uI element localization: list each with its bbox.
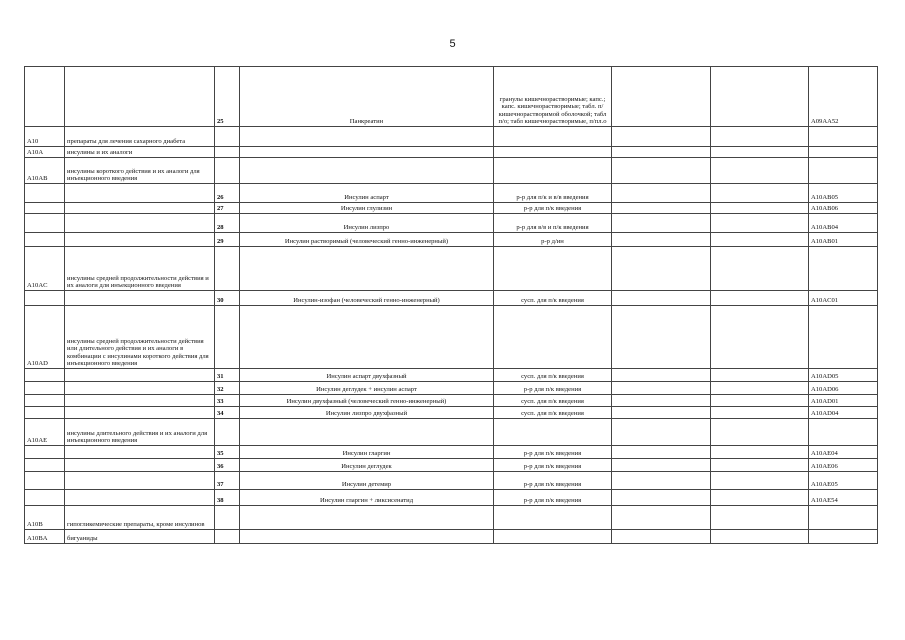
empty-cell (711, 306, 809, 369)
row-number (215, 158, 240, 184)
drug-name: Инсулин растворимый (человеческий генно-инженерный) (240, 233, 494, 247)
atc-code (809, 247, 878, 291)
atc-group-name: инсулины средней продолжительности действия или длительного действия и их аналоги в комбинации с инсулинами короткого действия для инъекционного введения (65, 306, 215, 369)
table-row (25, 233, 878, 247)
atc-group-name (65, 67, 215, 127)
empty-cell (711, 459, 809, 472)
atc-group-name (65, 203, 215, 214)
atc-group-name (65, 459, 215, 472)
atc-group-code (25, 67, 65, 127)
dosage-form: р-р для п/к введения (494, 459, 612, 472)
dosage-form (494, 419, 612, 446)
empty-cell (711, 419, 809, 446)
row-number (215, 127, 240, 147)
empty-cell (711, 472, 809, 490)
atc-code: A10AE54 (809, 490, 878, 506)
atc-group-name (65, 369, 215, 382)
row-number (215, 506, 240, 530)
dosage-form: р-р для п/к введения (494, 203, 612, 214)
row-number: 31 (215, 369, 240, 382)
empty-cell (612, 490, 711, 506)
drug-table-body (25, 67, 878, 544)
drug-table (24, 66, 878, 544)
drug-name (240, 419, 494, 446)
table-row (25, 472, 878, 490)
atc-code (809, 127, 878, 147)
dosage-form: р-р для п/к и в/в введения (494, 184, 612, 203)
atc-code: A10AC01 (809, 291, 878, 306)
empty-cell (711, 67, 809, 127)
empty-cell (711, 382, 809, 395)
dosage-form: сусп. для п/к введения (494, 291, 612, 306)
dosage-form: р-р д/ин (494, 233, 612, 247)
empty-cell (612, 247, 711, 291)
atc-group-code (25, 233, 65, 247)
dosage-form (494, 127, 612, 147)
empty-cell (612, 419, 711, 446)
atc-code: A10AD05 (809, 369, 878, 382)
empty-cell (711, 184, 809, 203)
atc-group-name (65, 291, 215, 306)
dosage-form: р-р для п/к введения (494, 490, 612, 506)
atc-group-code (25, 407, 65, 419)
atc-group-name: гипогликемические препараты, кроме инсулинов (65, 506, 215, 530)
atc-group-code (25, 459, 65, 472)
dosage-form: сусп. для п/к введения (494, 395, 612, 407)
drug-name: Панкреатин (240, 67, 494, 127)
atc-code: A10AD04 (809, 407, 878, 419)
atc-group-name: инсулины и их аналоги (65, 147, 215, 158)
empty-cell (612, 407, 711, 419)
table-row (25, 67, 878, 127)
empty-cell (711, 369, 809, 382)
atc-code: A10AB01 (809, 233, 878, 247)
table-row (25, 203, 878, 214)
dosage-form: р-р для п/к введения (494, 472, 612, 490)
atc-group-code (25, 369, 65, 382)
atc-group-name (65, 446, 215, 459)
atc-group-name: инсулины средней продолжительности действия и их аналоги для инъекционного введения (65, 247, 215, 291)
dosage-form (494, 530, 612, 544)
atc-code (809, 530, 878, 544)
drug-name (240, 147, 494, 158)
atc-code: A10AB05 (809, 184, 878, 203)
atc-group-name: бигуаниды (65, 530, 215, 544)
atc-group-name (65, 472, 215, 490)
atc-group-code: A10A (25, 147, 65, 158)
row-number: 26 (215, 184, 240, 203)
atc-code: A10AE04 (809, 446, 878, 459)
atc-group-name: инсулины длительного действия и их аналоги для инъекционного введения (65, 419, 215, 446)
dosage-form: р-р для п/к введения (494, 382, 612, 395)
empty-cell (711, 490, 809, 506)
atc-code: A09AA52 (809, 67, 878, 127)
atc-group-name (65, 407, 215, 419)
row-number: 36 (215, 459, 240, 472)
table-row (25, 395, 878, 407)
atc-group-code: A10AD (25, 306, 65, 369)
table-row (25, 530, 878, 544)
empty-cell (612, 530, 711, 544)
atc-code (809, 147, 878, 158)
atc-group-name (65, 184, 215, 203)
atc-code: A10AD06 (809, 382, 878, 395)
atc-group-code: A10B (25, 506, 65, 530)
row-number (215, 306, 240, 369)
drug-name (240, 530, 494, 544)
row-number: 30 (215, 291, 240, 306)
empty-cell (612, 233, 711, 247)
atc-group-code: A10AB (25, 158, 65, 184)
empty-cell (711, 147, 809, 158)
atc-code: A10AB04 (809, 214, 878, 233)
atc-group-name (65, 395, 215, 407)
empty-cell (612, 472, 711, 490)
empty-cell (612, 382, 711, 395)
table-row (25, 459, 878, 472)
drug-name: Инсулин двухфазный (человеческий генно-инженерный) (240, 395, 494, 407)
empty-cell (612, 506, 711, 530)
table-row (25, 506, 878, 530)
dosage-form: р-р для п/к введения (494, 446, 612, 459)
atc-code (809, 419, 878, 446)
atc-code: A10AD01 (809, 395, 878, 407)
atc-code: A10AE05 (809, 472, 878, 490)
empty-cell (711, 247, 809, 291)
empty-cell (711, 203, 809, 214)
empty-cell (711, 506, 809, 530)
dosage-form: сусп. для п/к введения (494, 407, 612, 419)
drug-name (240, 127, 494, 147)
atc-group-code: A10AC (25, 247, 65, 291)
drug-name: Инсулин гларгин (240, 446, 494, 459)
table-row (25, 446, 878, 459)
empty-cell (612, 395, 711, 407)
empty-cell (711, 407, 809, 419)
drug-name (240, 158, 494, 184)
atc-group-code (25, 490, 65, 506)
drug-name: Инсулин-изофан (человеческий генно-инженерный) (240, 291, 494, 306)
atc-group-code: A10 (25, 127, 65, 147)
table-row (25, 127, 878, 147)
empty-cell (612, 291, 711, 306)
atc-group-code (25, 203, 65, 214)
dosage-form: р-р для в/в и п/к введения (494, 214, 612, 233)
atc-code (809, 506, 878, 530)
atc-group-name (65, 214, 215, 233)
atc-group-code: A10AE (25, 419, 65, 446)
row-number: 32 (215, 382, 240, 395)
drug-name: Инсулин аспарт двухфазный (240, 369, 494, 382)
dosage-form (494, 247, 612, 291)
atc-code: A10AE06 (809, 459, 878, 472)
empty-cell (612, 446, 711, 459)
drug-name: Инсулин гларгин + ликсисенатид (240, 490, 494, 506)
atc-group-name: препараты для лечения сахарного диабета (65, 127, 215, 147)
drug-name: Инсулин деглудек (240, 459, 494, 472)
drug-name: Инсулин аспарт (240, 184, 494, 203)
empty-cell (612, 147, 711, 158)
atc-code (809, 158, 878, 184)
atc-group-code: A10BA (25, 530, 65, 544)
row-number: 25 (215, 67, 240, 127)
dosage-form: гранулы кишечнорастворимые; капс.; капс. кишечнорастворимые; табл. п/кишечнорастворимой оболочкой; табл п/о; табл кишечнорастворимые, п/пл.о (494, 67, 612, 127)
empty-cell (711, 291, 809, 306)
drug-name (240, 306, 494, 369)
table-row (25, 306, 878, 369)
atc-group-name: инсулины короткого действия и их аналоги для инъекционного введения (65, 158, 215, 184)
table-row (25, 369, 878, 382)
drug-name (240, 247, 494, 291)
empty-cell (612, 459, 711, 472)
empty-cell (612, 214, 711, 233)
table-row (25, 184, 878, 203)
dosage-form (494, 306, 612, 369)
dosage-form (494, 147, 612, 158)
empty-cell (711, 395, 809, 407)
row-number: 35 (215, 446, 240, 459)
empty-cell (711, 158, 809, 184)
dosage-form (494, 506, 612, 530)
atc-group-code (25, 395, 65, 407)
page-number: 5 (449, 38, 456, 50)
atc-group-code (25, 472, 65, 490)
atc-group-code (25, 382, 65, 395)
atc-group-code (25, 184, 65, 203)
dosage-form: сусп. для п/к введения (494, 369, 612, 382)
empty-cell (612, 184, 711, 203)
empty-cell (711, 530, 809, 544)
dosage-form (494, 158, 612, 184)
empty-cell (612, 67, 711, 127)
table-row (25, 214, 878, 233)
drug-name (240, 506, 494, 530)
atc-group-code (25, 446, 65, 459)
atc-group-code (25, 214, 65, 233)
row-number: 33 (215, 395, 240, 407)
row-number (215, 147, 240, 158)
row-number: 27 (215, 203, 240, 214)
empty-cell (711, 446, 809, 459)
row-number: 34 (215, 407, 240, 419)
table-row (25, 407, 878, 419)
empty-cell (711, 127, 809, 147)
atc-code (809, 306, 878, 369)
drug-name: Инсулин деглудек + инсулин аспарт (240, 382, 494, 395)
row-number (215, 419, 240, 446)
atc-group-name (65, 233, 215, 247)
drug-name: Инсулин лизпро (240, 214, 494, 233)
empty-cell (612, 369, 711, 382)
empty-cell (711, 233, 809, 247)
drug-name: Инсулин детемир (240, 472, 494, 490)
row-number: 28 (215, 214, 240, 233)
table-row (25, 147, 878, 158)
atc-group-code (25, 291, 65, 306)
row-number (215, 247, 240, 291)
row-number: 29 (215, 233, 240, 247)
empty-cell (612, 158, 711, 184)
empty-cell (612, 127, 711, 147)
table-row (25, 158, 878, 184)
atc-group-name (65, 382, 215, 395)
row-number (215, 530, 240, 544)
table-row (25, 291, 878, 306)
drug-name: Инсулин глулизин (240, 203, 494, 214)
row-number: 37 (215, 472, 240, 490)
table-row (25, 247, 878, 291)
table-row (25, 419, 878, 446)
atc-group-name (65, 490, 215, 506)
row-number: 38 (215, 490, 240, 506)
atc-code: A10AB06 (809, 203, 878, 214)
empty-cell (612, 306, 711, 369)
empty-cell (612, 203, 711, 214)
table-row (25, 490, 878, 506)
table-row (25, 382, 878, 395)
drug-name: Инсулин лизпро двухфазный (240, 407, 494, 419)
empty-cell (711, 214, 809, 233)
